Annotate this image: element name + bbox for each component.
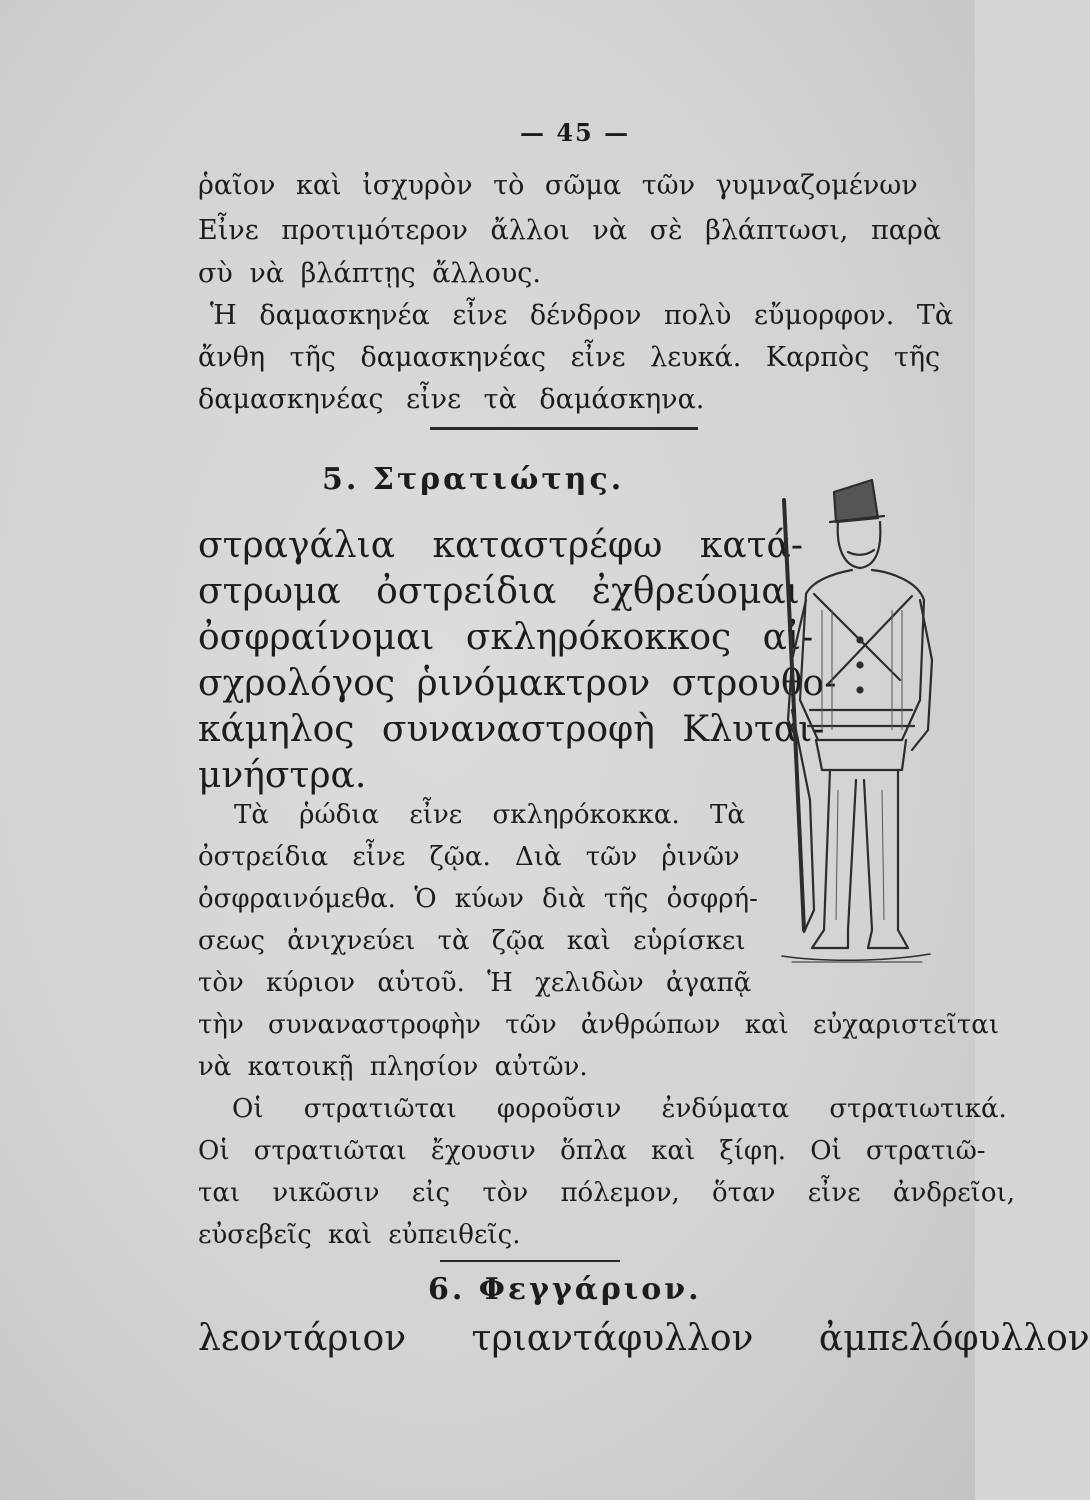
- text-line: ται νικῶσιν εἰς τὸν πόλεμον, ὅταν εἶνε ἀνδρεῖοι,: [198, 1178, 1015, 1208]
- section-divider: [440, 1260, 620, 1262]
- text-line: σεως ἀνιχνεύει τὰ ζῷα καὶ εὑρίσκει: [198, 926, 746, 956]
- intro-line: Εἶνε προτιμότερον ἄλλοι νὰ σὲ βλάπτωσι, παρὰ: [198, 215, 942, 246]
- text-line: τὴν συναναστροφὴν τῶν ἀνθρώπων καὶ εὐχαριστεῖται: [198, 1010, 1000, 1040]
- soldier-illustration: [752, 470, 942, 970]
- text-line: Τὰ ῥώδια εἶνε σκληρόκοκκα. Τὰ: [234, 800, 745, 830]
- intro-line: δαμασκηνέας εἶνε τὰ δαμάσκηνα.: [198, 384, 705, 415]
- vocab-line: λεοντάριον τριαντάφυλλον ἀμπελόφυλλον: [198, 1318, 1090, 1359]
- text-line: νὰ κατοικῇ πλησίον αὐτῶν.: [198, 1052, 588, 1082]
- section-heading-5: 5. Στρατιώτης.: [322, 462, 625, 497]
- vocab-line: κάμηλος συναναστροφὴ Κλυται-: [198, 709, 825, 750]
- text-line: εὐσεβεῖς καὶ εὐπειθεῖς.: [198, 1220, 521, 1250]
- text-line: τὸν κύριον αὑτοῦ. Ἡ χελιδὼν ἀγαπᾷ: [198, 968, 752, 998]
- intro-line: σὺ νὰ βλάπτῃς ἄλλους.: [198, 258, 542, 289]
- section-divider: [430, 427, 698, 430]
- section-heading-6: 6. Φεγγάριον.: [428, 1272, 702, 1307]
- vocab-line: σχρολόγος ῥινόμακτρον στρουθο-: [198, 663, 837, 704]
- vocab-line: στραγάλια καταστρέφω κατά-: [198, 525, 804, 566]
- vocab-line: μνήστρα.: [198, 755, 367, 796]
- text-line: ὀσφραινόμεθα. Ὁ κύων διὰ τῆς ὀσφρή-: [198, 884, 758, 914]
- intro-line: Ἡ δαμασκηνέα εἶνε δένδρον πολὺ εὔμορφον. Τὰ: [210, 300, 954, 331]
- vocab-line: ὀσφραίνομαι σκληρόκοκκος αἰ-: [198, 617, 814, 658]
- intro-line: ἄνθη τῆς δαμασκηνέας εἶνε λευκά. Καρπὸς τῆς: [198, 342, 941, 373]
- page-number: — 45 —: [520, 118, 631, 147]
- intro-line: ῥαῖον καὶ ἰσχυρὸν τὸ σῶμα τῶν γυμναζομένων: [198, 170, 918, 201]
- vocab-line: στρωμα ὀστρείδια ἐχθρεύομαι: [198, 571, 800, 612]
- text-line: Οἱ στρατιῶται φοροῦσιν ἐνδύματα στρατιωτικά.: [232, 1094, 1007, 1124]
- text-line: ὀστρείδια εἶνε ζῷα. Διὰ τῶν ῥινῶν: [198, 842, 740, 872]
- text-line: Οἱ στρατιῶται ἔχουσιν ὅπλα καὶ ξίφη. Οἱ στρατιῶ-: [198, 1136, 986, 1166]
